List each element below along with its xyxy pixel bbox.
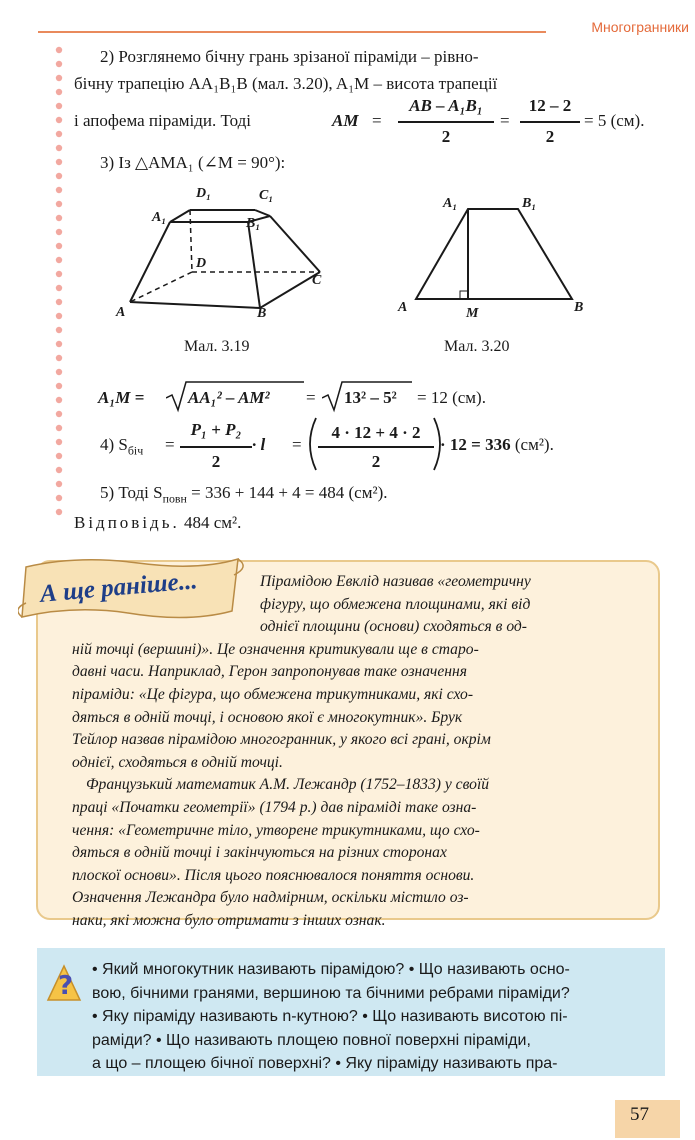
frac2-denominator: 2 (545, 127, 555, 146)
margin-dot (56, 131, 62, 137)
margin-dot (56, 341, 62, 347)
question-line: раміди? • Що називають площею повної поверхні піраміди, (92, 1031, 531, 1049)
margin-dot (56, 75, 62, 81)
history-line: однієї, сходяться в одній точці. (72, 753, 283, 771)
label-D1: D₁ (196, 186, 211, 201)
history-line: Французький математик А.М. Лежандр (1752–1833) у своїй (86, 776, 490, 794)
history-text (72, 571, 656, 933)
margin-dot (56, 187, 62, 193)
step2-result: = 5 (см). (584, 111, 645, 130)
formula-am: AM (332, 111, 359, 130)
frustum-base-front (130, 272, 320, 308)
margin-dots (52, 44, 66, 522)
step4-eq2: = (292, 435, 302, 454)
question-line: • Яку піраміду називають n-кутною? • Що називають висотою пі- (92, 1008, 568, 1025)
label2-A1: A₁ (443, 196, 458, 211)
margin-dot (56, 509, 62, 515)
history-line: дяться в одній точці і закінчуються на різних сторонах (72, 844, 447, 862)
question-line: а що – площею бічної поверхні? • Яку піраміду називають пра- (92, 1055, 558, 1072)
history-line: Означення Лежандра було надмірним, оскільки містило оз- (72, 889, 469, 907)
label-A1: A₁ (152, 210, 167, 225)
svg-text:?: ? (58, 971, 74, 1001)
margin-dot (56, 397, 62, 403)
margin-dot (56, 411, 62, 417)
margin-dot (56, 481, 62, 487)
label2-A: A (398, 300, 408, 315)
margin-dot (56, 229, 62, 235)
a1m-result: = 12 (см). (417, 388, 486, 407)
answer: Відповідь. 484 см². (74, 513, 242, 532)
history-line: давні часи. Наприклад, Герон запропонував таке означення (72, 663, 467, 681)
history-line: однієї площини (основи) сходяться в од- (260, 618, 528, 636)
history-line: ній точці (вершині)». Це означення критикували ще в старо- (72, 640, 479, 658)
step4-paren-den: 2 (371, 452, 381, 471)
history-line: піраміди: «Це фігура, що обмежена трикутниками, які схо- (72, 685, 474, 703)
a1m-radicand2: 13² – 5² (344, 388, 397, 407)
margin-dot (56, 355, 62, 361)
margin-dot (56, 159, 62, 165)
step4-eq: = (165, 435, 175, 454)
figure-frustum (110, 180, 340, 330)
label2-B1: B₁ (522, 196, 537, 211)
label-B: B (257, 306, 267, 321)
a1m-lhs: A₁M = (98, 388, 145, 407)
margin-dot (56, 327, 62, 333)
a1m-radicand: AA₁² – AM² (188, 388, 270, 407)
margin-dot (56, 299, 62, 305)
margin-dot (56, 257, 62, 263)
question-line: • Який многокутник називають пірамідою? • Що називають осно- (92, 961, 570, 978)
step3-text: 3) Із △AMA₁ (∠M = 90°): (100, 153, 286, 172)
question-line: вою, бічними гранями, вершиною та бічними ребрами піраміди? (92, 984, 570, 1002)
frac2-numerator: 12 – 2 (528, 96, 572, 115)
margin-dot (56, 215, 62, 221)
chapter-title: Многогранники (591, 19, 689, 35)
history-line: плоскої основи». Після цього пояснювалося поняття основи. (72, 866, 475, 884)
margin-dot (56, 383, 62, 389)
question-icon (44, 960, 84, 1006)
margin-dot (56, 453, 62, 459)
margin-dot (56, 439, 62, 445)
step2-line3: і апофема піраміди. Тоді (74, 111, 251, 130)
step4-paren-bar (318, 446, 434, 448)
step4-frac-num: P₁ + P₂ (190, 420, 242, 439)
label2-B: B (574, 300, 584, 315)
margin-dot (56, 369, 62, 375)
caption-fig-3-19: Мал. 3.19 (184, 338, 250, 355)
step2-line1: 2) Розглянемо бічну грань зрізаної піраміди – рівно- (100, 47, 479, 66)
margin-dot (56, 285, 62, 291)
step5-text: 5) Тоді $S_{повн} = 336 + 144 + 4 = 484$ (см²). (100, 483, 388, 506)
a1m-eq: = (306, 388, 316, 407)
frac2-bar (520, 121, 580, 123)
history-title: А ще раніше... (39, 567, 199, 608)
margin-dot (56, 201, 62, 207)
history-line: Тейлор назвав пірамідою многогранник, у якого всі грані, окрім (72, 731, 491, 749)
history-line: наки, які можна було отримати з інших ознак. (72, 911, 386, 929)
step4-times-l: · l (252, 435, 266, 454)
step4-paren-num: 4 · 12 + 4 · 2 (331, 423, 421, 442)
label-D: D (196, 256, 207, 271)
margin-dot (56, 173, 62, 179)
margin-dot (56, 47, 62, 53)
margin-dot (56, 467, 62, 473)
margin-dot (56, 103, 62, 109)
frac1-numerator: AB – A₁B₁ (409, 96, 483, 115)
frac1-denominator: 2 (441, 127, 451, 146)
margin-dot (56, 117, 62, 123)
step4-tail: · 12 = 336 (см²). (440, 435, 554, 454)
margin-dot (56, 495, 62, 501)
margin-dot (56, 61, 62, 67)
margin-dot (56, 313, 62, 319)
page-number: 57 (630, 1104, 649, 1125)
margin-dot (56, 145, 62, 151)
eq-sign: = (372, 111, 382, 130)
frac1-bar (398, 121, 494, 123)
history-line: праці «Початки геометрії» (1794 р.) дав піраміді таке озна- (72, 798, 477, 816)
step4-prefix: 4) $S_{біч}$ (100, 435, 144, 458)
label2-M: M (466, 306, 479, 321)
label-C1: C₁ (259, 188, 274, 203)
margin-dot (56, 271, 62, 277)
caption-fig-3-20: Мал. 3.20 (444, 338, 510, 355)
history-line: чення: «Геометричне тіло, утворене трикутниками, що схо- (72, 821, 480, 839)
margin-dot (56, 425, 62, 431)
history-line: фігуру, що обмежена площинами, які від (260, 595, 531, 613)
step2-line2: бічну трапецію AA₁B₁B (мал. 3.20), A₁M – висота трапеції (74, 74, 498, 93)
label-C: C (312, 273, 322, 288)
label-A: A (116, 305, 126, 320)
history-line: дяться в одній точці, і основою якої є многокутник». Брук (72, 708, 463, 726)
step4-frac-den: 2 (211, 452, 221, 471)
questions-text (92, 958, 656, 1076)
figure-trapezoid (400, 195, 590, 310)
label-B1: B₁ (246, 216, 261, 231)
header-rule (38, 31, 546, 33)
margin-dot (56, 243, 62, 249)
step4-frac-bar (180, 446, 252, 448)
eq-sign-2: = (500, 111, 510, 130)
margin-dot (56, 89, 62, 95)
history-line: Пірамідою Евклід називав «геометричну (260, 573, 531, 590)
